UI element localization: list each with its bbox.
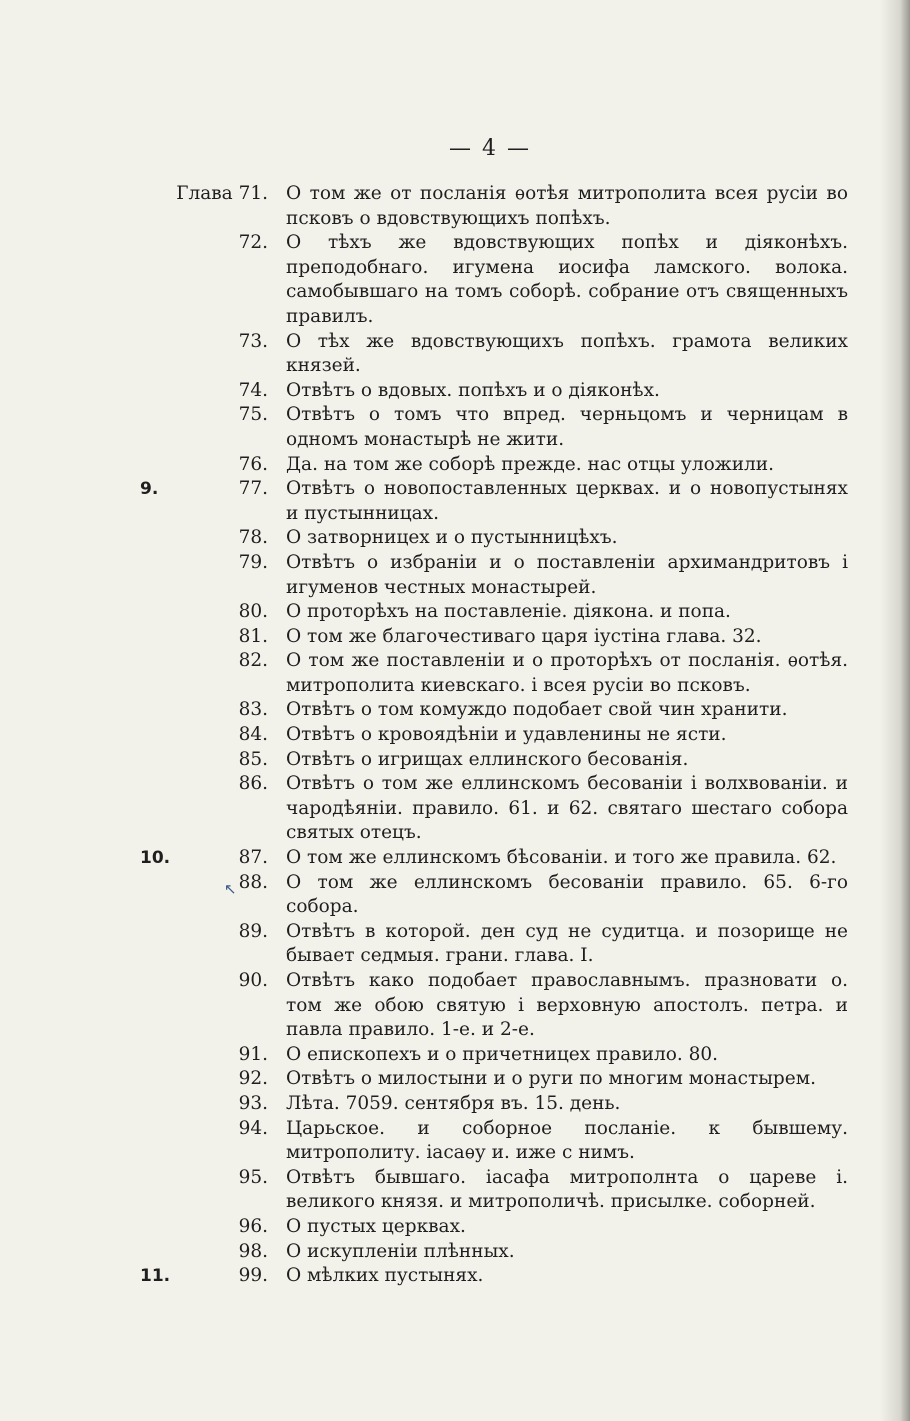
toc-entry (0, 231, 910, 329)
toc-entry (0, 182, 910, 231)
entry-number: 82. (238, 650, 268, 672)
entry-number: 72. (238, 232, 268, 254)
entry-text: Да. на том же соборѣ прежде. нас отцы уложили. (286, 453, 775, 475)
toc-entry (0, 772, 910, 846)
entry-text: О пустых церквах. (286, 1215, 466, 1237)
entry-number: 88. (238, 871, 268, 893)
entry-number: 87. (238, 847, 268, 869)
entry-text: О том же от посланія ѳотѣя митрополита всея русіи во псковъ о вдовствующихъ попѣхъ. (286, 183, 848, 229)
toc-entry (0, 1166, 910, 1215)
entry-text: Отвѣтъ како подобает православнымъ. празновати о. том же обою святую і верховную апостолъ. петра. и павла правило. 1-е. и 2-е. (286, 970, 848, 1041)
toc-entry (0, 1240, 910, 1265)
toc-entry (0, 969, 910, 1043)
entry-number: 96. (238, 1215, 268, 1237)
toc-entry (0, 625, 910, 650)
toc-entry (0, 748, 910, 773)
entry-text: Отвѣтъ о избраніи и о поставленіи архимандритовъ і игуменов честных монастырей. (286, 551, 848, 598)
entry-text: Отвѣтъ о том же еллинскомъ бесованіи і волхвованіи. и чародѣяніи. правило. 61. и 62. святаго шестаго собора святых отецъ. (286, 773, 848, 844)
toc-entry (0, 649, 910, 698)
entry-number: 91. (238, 1043, 268, 1065)
toc-entry (0, 477, 910, 526)
entry-number: 80. (238, 601, 268, 623)
toc-entry (0, 600, 910, 625)
entry-text: О затворницех и о пустынницѣхъ. (286, 527, 618, 549)
entry-text: О епископехъ и о причетницех правило. 80. (286, 1043, 719, 1065)
entry-number: 73. (238, 330, 268, 352)
entry-text: О проторѣхъ на поставленіе. діякона. и попа. (286, 601, 731, 623)
entry-text: Отвѣтъ в которой. ден суд не судитца. и позорище не бывает седмыя. грани. глава. І. (286, 920, 848, 967)
toc-entry (0, 1092, 910, 1117)
entry-text: О том же благочестиваго царя іустіна глава. 32. (286, 625, 762, 647)
entry-number: 83. (238, 699, 268, 721)
entry-number: 85. (238, 748, 268, 770)
entry-number: 86. (238, 773, 268, 795)
entry-text: Отвѣтъ о вдовых. попѣхъ и о діяконѣх. (286, 379, 660, 401)
entry-text: О мѣлких пустынях. (286, 1265, 484, 1287)
pencil-mark-icon: ↖ (224, 879, 237, 898)
toc-entry (0, 871, 910, 920)
entry-number: 94. (238, 1117, 268, 1139)
toc-entry (0, 1117, 910, 1166)
entry-number: 77. (238, 478, 268, 500)
toc-entry (0, 1215, 910, 1240)
toc-entry (0, 453, 910, 478)
entry-text: О тѣхъ же вдовствующих попѣх и діяконѣхъ. преподобнаго. игумена иосифа ламского. волока. самобывшаго на томъ соборѣ. собрание отъ священныхъ правилъ. (286, 232, 848, 327)
toc-entry (0, 403, 910, 452)
entry-text: Лѣта. 7059. сентября въ. 15. день. (286, 1092, 621, 1114)
margin-section-number: 11. (140, 1266, 171, 1287)
entry-text: Отвѣтъ бывшаго. іасафа митрополнта о цареве і. великого князя. и митрополичѣ. присылке. соборней. (286, 1166, 848, 1213)
toc-entry (0, 379, 910, 404)
toc-entry (0, 920, 910, 969)
entry-number: 76. (238, 453, 268, 475)
entry-text: Отвѣтъ о том комуждо подобает свой чин хранити. (286, 699, 788, 721)
entry-text: Отвѣтъ о кровоядѣніи и удавленины не ясти. (286, 724, 727, 746)
entry-number: 95. (238, 1166, 268, 1188)
toc-entry (0, 1264, 910, 1289)
toc-entry (0, 1067, 910, 1092)
entry-number: 79. (238, 551, 268, 573)
margin-section-number: 10. (140, 848, 171, 869)
entry-number: 92. (238, 1068, 268, 1090)
toc-entry (0, 846, 910, 871)
entry-number: 98. (238, 1240, 268, 1262)
toc-entry (0, 698, 910, 723)
entry-text: О том же еллинскомъ бесованіи правило. 65. 6-го собора. (286, 871, 848, 918)
entry-text: Отвѣтъ о томъ что впред. черньцомъ и черницам в одномъ монастырѣ не жити. (286, 404, 848, 450)
entry-number: 74. (238, 379, 268, 401)
entry-text: Отвѣтъ о игрищах еллинского бесованія. (286, 748, 689, 770)
entry-number: 99. (238, 1265, 268, 1287)
entry-text: О том же еллинскомъ бѣсованіи. и того же правила. 62. (286, 847, 837, 869)
entry-number: 75. (238, 404, 268, 426)
entry-text: Отвѣтъ о новопоставленных церквах. и о новопустынях и пустынницах. (286, 478, 848, 524)
entry-number: 78. (238, 527, 268, 549)
toc-entry (0, 723, 910, 748)
toc-entry (0, 551, 910, 600)
entry-text: О искупленіи плѣнных. (286, 1240, 515, 1262)
entry-number: 81. (238, 625, 268, 647)
entry-number: 90. (238, 970, 268, 991)
toc-entry (0, 330, 910, 379)
entry-number: 89. (238, 920, 268, 942)
entry-number: Глава 71. (176, 183, 268, 204)
toc-entry (0, 526, 910, 551)
table-of-contents (0, 182, 910, 1289)
entry-text: О том же поставленіи и о проторѣхъ от посланія. ѳотѣя. митрополита киевскаго. і всея русіи во псковъ. (286, 650, 848, 696)
entry-text: Царьское. и соборное посланіе. к бывшему. митрополиту. іасаѳу и. иже с нимъ. (286, 1117, 848, 1164)
entry-number: 84. (238, 724, 268, 746)
entry-text: О тѣх же вдовствующихъ попѣхъ. грамота великих князей. (286, 330, 848, 377)
margin-section-number: 9. (140, 479, 159, 500)
entry-number: 93. (238, 1092, 268, 1114)
toc-entry (0, 1043, 910, 1068)
page-number: — 4 — (449, 136, 531, 161)
entry-text: Отвѣтъ о милостыни и о руги по многим монастырем. (286, 1068, 816, 1090)
